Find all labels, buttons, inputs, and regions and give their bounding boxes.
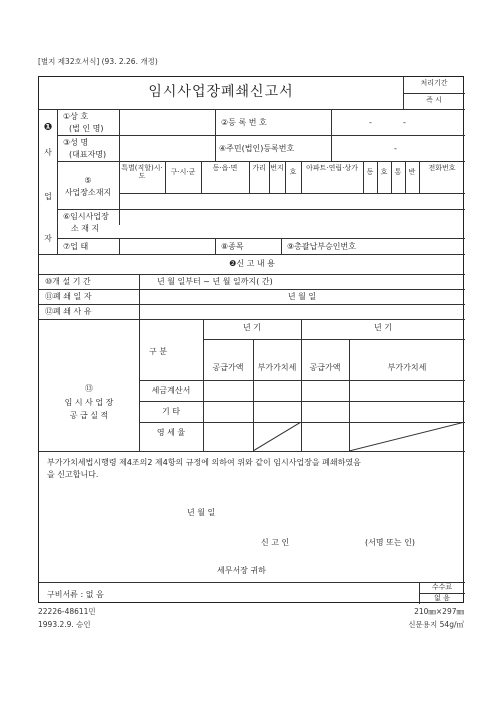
- section-char-3: 자: [44, 234, 52, 243]
- addr-col-town: 동·읍·면: [212, 164, 238, 172]
- addr-col-ban: 반: [408, 168, 416, 176]
- declaration-text-2: 을 신고합니다.: [47, 470, 99, 479]
- row-zero-rate: 영 세 율: [156, 428, 186, 437]
- zero-rate-vat-strike-1: [253, 422, 301, 451]
- supply-sub1: 임 시 사 업 장: [64, 398, 114, 407]
- reg-no-label: ②등 록 번 호: [221, 118, 267, 127]
- period-value: 년 월 일부터 ~ 년 월 일까지( 간): [157, 277, 273, 286]
- col-head-3: 공급가액: [309, 363, 341, 372]
- div-label: 구 분: [149, 347, 167, 356]
- name-sub: (법 인 명): [69, 124, 104, 133]
- item-label: ⑧종목: [221, 242, 244, 251]
- business-type-label: ⑦업 태: [63, 242, 89, 251]
- addr-col-phone: 전화번호: [428, 164, 456, 172]
- site-label: ⑤: [84, 176, 92, 185]
- col-head-4: 부가가치세: [387, 363, 427, 372]
- rep-sub: (대표자명): [69, 150, 107, 159]
- addr-col-apt: 아파트·연립·상가: [306, 164, 358, 172]
- col-head-2: 부가가치세: [257, 363, 297, 372]
- supply-label: ⑬: [85, 384, 93, 393]
- declaration-date: 년 월 일: [187, 508, 216, 517]
- addr-col-lot: 번지: [270, 164, 284, 172]
- addr-col-tong: 통: [394, 168, 402, 176]
- reg-no-dash-2: -: [403, 118, 406, 127]
- processing-value: 즉 시: [426, 96, 442, 104]
- period-label: ⑩개 설 기 간: [45, 277, 91, 286]
- addr-col-ho: 호: [380, 168, 388, 176]
- section-char-2: 업: [44, 192, 52, 201]
- row-tax-invoice: 세금계산서: [151, 386, 191, 395]
- col-head-1: 공급가액: [212, 363, 244, 372]
- addr-col-no: 호: [289, 168, 297, 176]
- close-reason-label: ⑫폐 쇄 사 유: [45, 307, 92, 316]
- close-date-value: 년 월 일: [287, 292, 317, 301]
- report-section-title: ❷신 고 내 용: [229, 259, 275, 268]
- resident-dash: -: [394, 144, 397, 153]
- attachments-label: 구비서류 : 없 음: [47, 590, 104, 599]
- fee-label: 수수료: [431, 583, 453, 591]
- reg-no-dash-1: -: [369, 118, 372, 127]
- processing-label: 처리기간: [420, 79, 448, 87]
- row-other: 기 타: [162, 407, 180, 416]
- zero-rate-vat-strike-2: [349, 422, 465, 451]
- temp-site-label: ⑥임시사업장: [63, 212, 109, 221]
- signature-note: (서명 또는 인): [365, 538, 415, 547]
- footer-size: 210㎜×297㎜: [414, 607, 464, 616]
- section-business-marker: ❶: [43, 122, 53, 133]
- year-head-1: 년 기: [243, 323, 261, 332]
- footer-paper: 신문용지 54g/㎡: [408, 620, 464, 629]
- footer-approved: 1993.2.9. 승인: [38, 620, 91, 629]
- declaration-text-1: 부가가치세법시행령 제4조의2 제4항의 규정에 의하여 위와 같이 임시사업장을 폐쇄하였음: [47, 458, 361, 467]
- supply-sub2: 공 급 실 적: [69, 411, 109, 420]
- reporter-label: 신 고 인: [261, 538, 290, 547]
- temp-site-sub: 소 재 지: [71, 224, 100, 233]
- rep-label: ③성 명: [63, 138, 89, 147]
- section-char-1: 사: [44, 148, 52, 157]
- site-sub: 사업장소재지: [64, 188, 112, 197]
- master-label: ⑨총괄납부승인번호: [287, 242, 356, 251]
- form-title: 임시사업장폐쇄신고서: [148, 84, 294, 100]
- fee-value: 없 음: [434, 594, 450, 602]
- form-frame: [38, 76, 464, 603]
- addressee: 세무서장 귀하: [217, 566, 266, 575]
- form-header: [별지 제32호서식] (93. 2.26. 개정): [38, 57, 158, 66]
- addr-col-village: 가리: [252, 164, 266, 172]
- addr-col-city: 구·시·군: [170, 168, 196, 176]
- year-head-2: 년 기: [374, 323, 392, 332]
- close-date-label: ⑪폐 쇄 일 자: [45, 292, 92, 301]
- addr-col-province: 특별(직할)시·도: [121, 164, 163, 180]
- footer-code: 22226-48611민: [38, 607, 96, 616]
- resident-label: ④주민(법인)등록번호: [219, 144, 295, 153]
- addr-col-dong: 동: [366, 168, 374, 176]
- name-label: ①상 호: [63, 112, 89, 121]
